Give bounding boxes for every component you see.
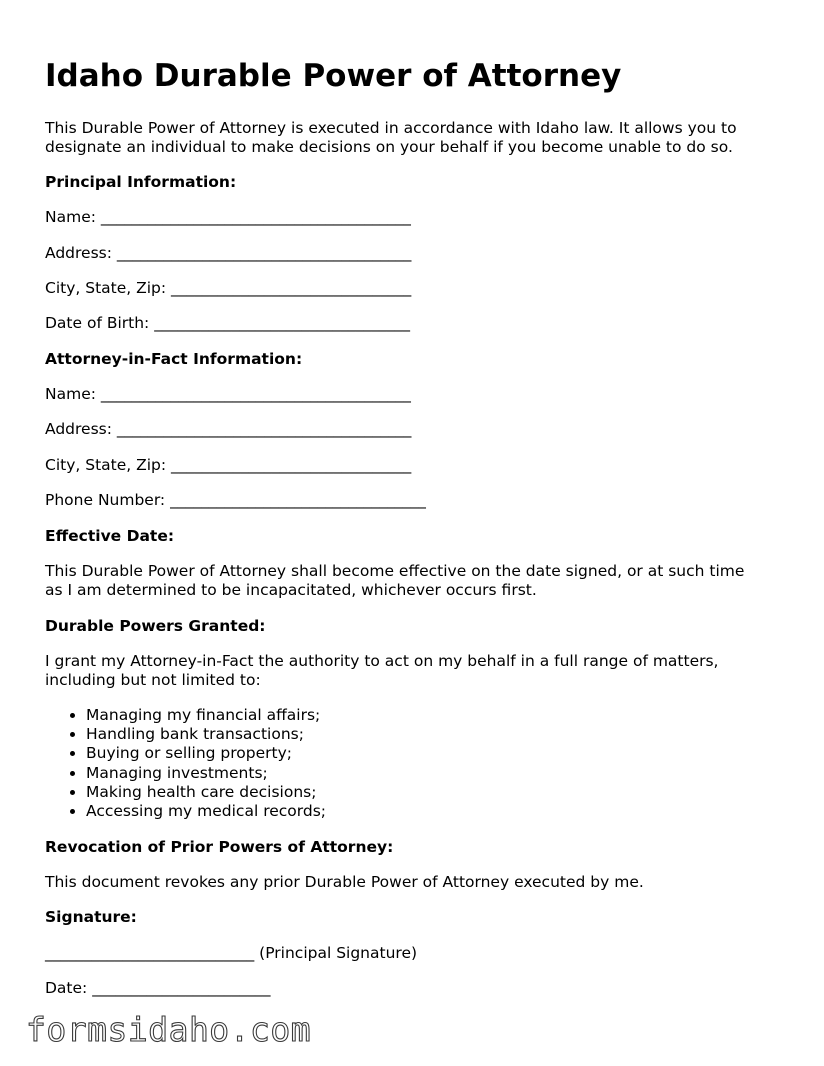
powers-list-item: • Managing investments; <box>86 764 326 783</box>
powers-paragraph <box>45 652 719 690</box>
principal-heading: Principal Information: <box>45 173 237 191</box>
powers-list-item: • Making health care decisions; <box>86 783 326 802</box>
effective-line-2: as I am determined to be incapacitated, whichever occurs first. <box>45 581 537 599</box>
powers-heading: Durable Powers Granted: <box>45 617 266 635</box>
attorney-name-field[interactable]: Name: ________________________________________ <box>45 385 411 403</box>
principal-city-state-zip-field[interactable]: City, State, Zip: _______________________________ <box>45 279 412 297</box>
principal-name-field[interactable]: Name: ________________________________________ <box>45 208 411 226</box>
watermark-text: formsidaho.com <box>26 1010 312 1049</box>
intro-line-2: designate an individual to make decisions on your behalf if you become unable to do so. <box>45 138 733 156</box>
attorney-heading: Attorney-in-Fact Information: <box>45 350 303 368</box>
effective-date-paragraph <box>45 562 744 600</box>
powers-list-item: • Handling bank transactions; <box>86 725 326 744</box>
attorney-city-state-zip-field[interactable]: City, State, Zip: _______________________________ <box>45 456 412 474</box>
powers-list-item: • Accessing my medical records; <box>86 802 326 821</box>
powers-list-item: • Buying or selling property; <box>86 744 326 763</box>
powers-list <box>45 706 326 821</box>
attorney-phone-field[interactable]: Phone Number: _________________________________ <box>45 491 426 509</box>
signature-heading: Signature: <box>45 908 137 926</box>
effective-line-1: This Durable Power of Attorney shall become effective on the date signed, or at such time <box>45 562 745 580</box>
principal-address-field[interactable]: Address: ______________________________________ <box>45 244 412 262</box>
powers-line-1: I grant my Attorney-in-Fact the authority to act on my behalf in a full range of matters, <box>45 652 719 670</box>
revocation-heading: Revocation of Prior Powers of Attorney: <box>45 838 394 856</box>
intro-paragraph <box>45 119 737 157</box>
intro-line-1: This Durable Power of Attorney is executed in accordance with Idaho law. It allows you to <box>45 119 737 137</box>
effective-date-heading: Effective Date: <box>45 527 175 545</box>
powers-line-2: including but not limited to: <box>45 671 261 689</box>
revocation-text: This document revokes any prior Durable Power of Attorney executed by me. <box>45 873 644 891</box>
attorney-address-field[interactable]: Address: ______________________________________ <box>45 420 412 438</box>
document-title: Idaho Durable Power of Attorney <box>45 58 622 94</box>
signature-date-field[interactable]: Date: _______________________ <box>45 979 271 997</box>
principal-signature-field[interactable]: ___________________________ (Principal Signature) <box>45 944 418 962</box>
powers-list-item: • Managing my financial affairs; <box>86 706 326 725</box>
principal-dob-field[interactable]: Date of Birth: _________________________________ <box>45 314 410 332</box>
